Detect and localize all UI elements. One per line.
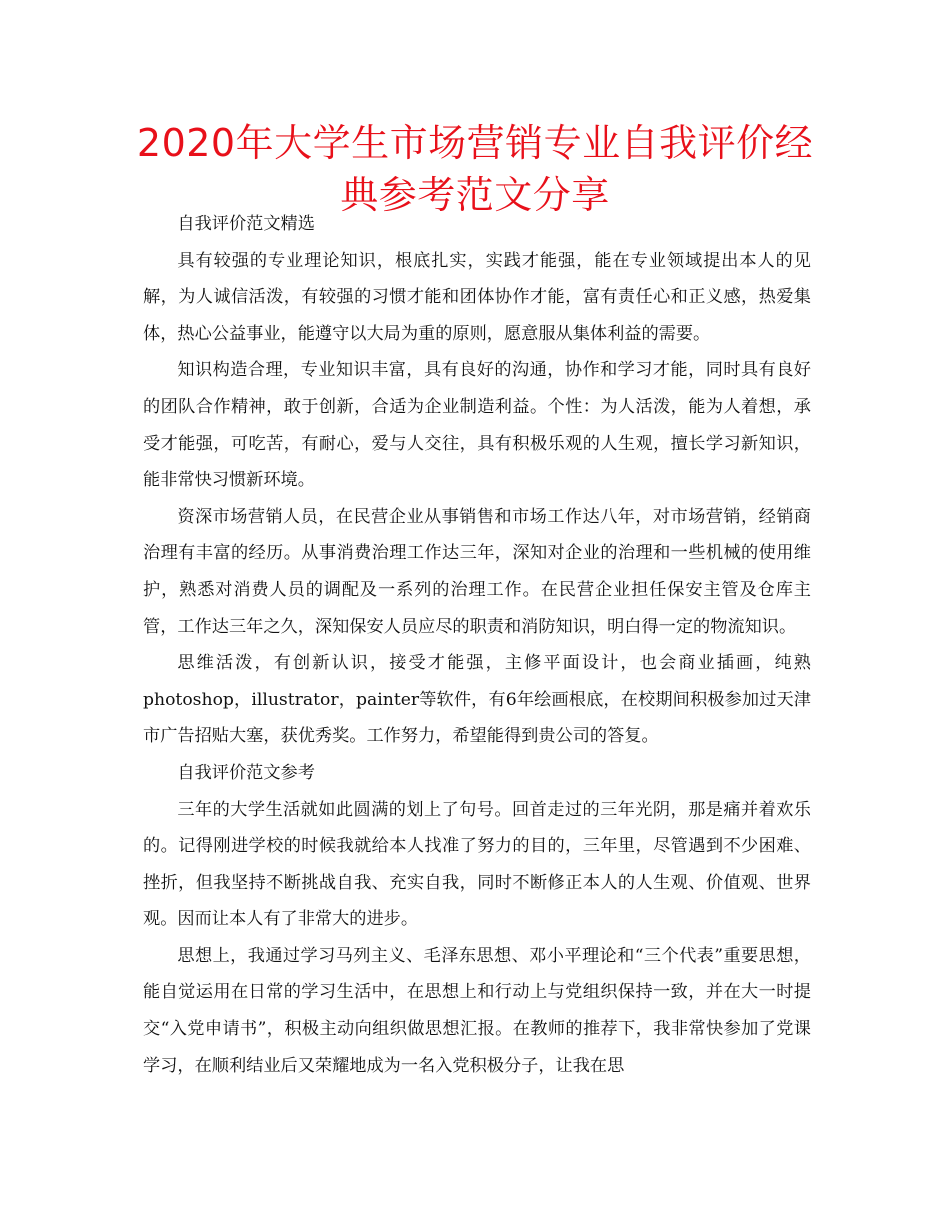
body-paragraph: 思维活泼，有创新认识，接受才能强，主修平面设计，也会商业插画，纯熟photoshop，illustrator，painter等软件，有6年绘画根底，在校期间积极参加过天津市广告招贴大塞，获优秀奖。工作努力，希望能得到贵公司的答复。 <box>143 653 811 747</box>
document-title: 2020年大学生市场营销专业自我评价经典参考范文分享 <box>136 121 814 217</box>
body-paragraph: 具有较强的专业理论知识，根底扎实，实践才能强，能在专业领域提出本人的见解，为人诚信活泼，有较强的习惯才能和团体协作才能，富有责任心和正义感，热爱集体，热心公益事业，能遵守以大局为重的原则，愿意服从集体利益的需要。 <box>143 250 811 344</box>
body-paragraph: 知识构造合理，专业知识丰富，具有良好的沟通，协作和学习才能，同时具有良好的团队合作精神，敢于创新，合适为企业制造利益。个性：为人活泼，能为人着想，承受才能强，可吃苦，有耐心，爱与人交往，具有积极乐观的人生观，擅长学习新知识，能非常快习惯新环境。 <box>143 360 811 491</box>
document-body <box>143 206 811 1084</box>
body-paragraph: 资深市场营销人员，在民营企业从事销售和市场工作达八年，对市场营销，经销商治理有丰富的经历。从事消费治理工作达三年，深知对企业的治理和一些机械的使用维护，熟悉对消费人员的调配及一系列的治理工作。在民营企业担任保安主管及仓库主管，工作达三年之久，深知保安人员应尽的职责和消防知识，明白得一定的物流知识。 <box>143 506 811 637</box>
section-heading-reference: 自我评价范文参考 <box>177 762 315 783</box>
body-paragraph: 三年的大学生活就如此圆满的划上了句号。回首走过的三年光阴，那是痛并着欢乐的。记得刚进学校的时候我就给本人找准了努力的目的，三年里，尽管遇到不少困难、挫折，但我坚持不断挑战自我、充实自我，同时不断修正本人的人生观、价值观、世界观。因而让本人有了非常大的进步。 <box>143 799 811 930</box>
section-heading-selected: 自我评价范文精选 <box>177 214 315 234</box>
body-paragraph: 思想上，我通过学习马列主义、毛泽东思想、邓小平理论和“三个代表”重要思想，能自觉运用在日常的学习生活中，在思想上和行动上与党组织保持一致，并在大一时提交“入党申请书”，积极主动向组织做思想汇报。在教师的推荐下，我非常快参加了党课学习，在顺利结业后又荣耀地成为一名入党积极分子，让我在思 <box>143 945 811 1076</box>
